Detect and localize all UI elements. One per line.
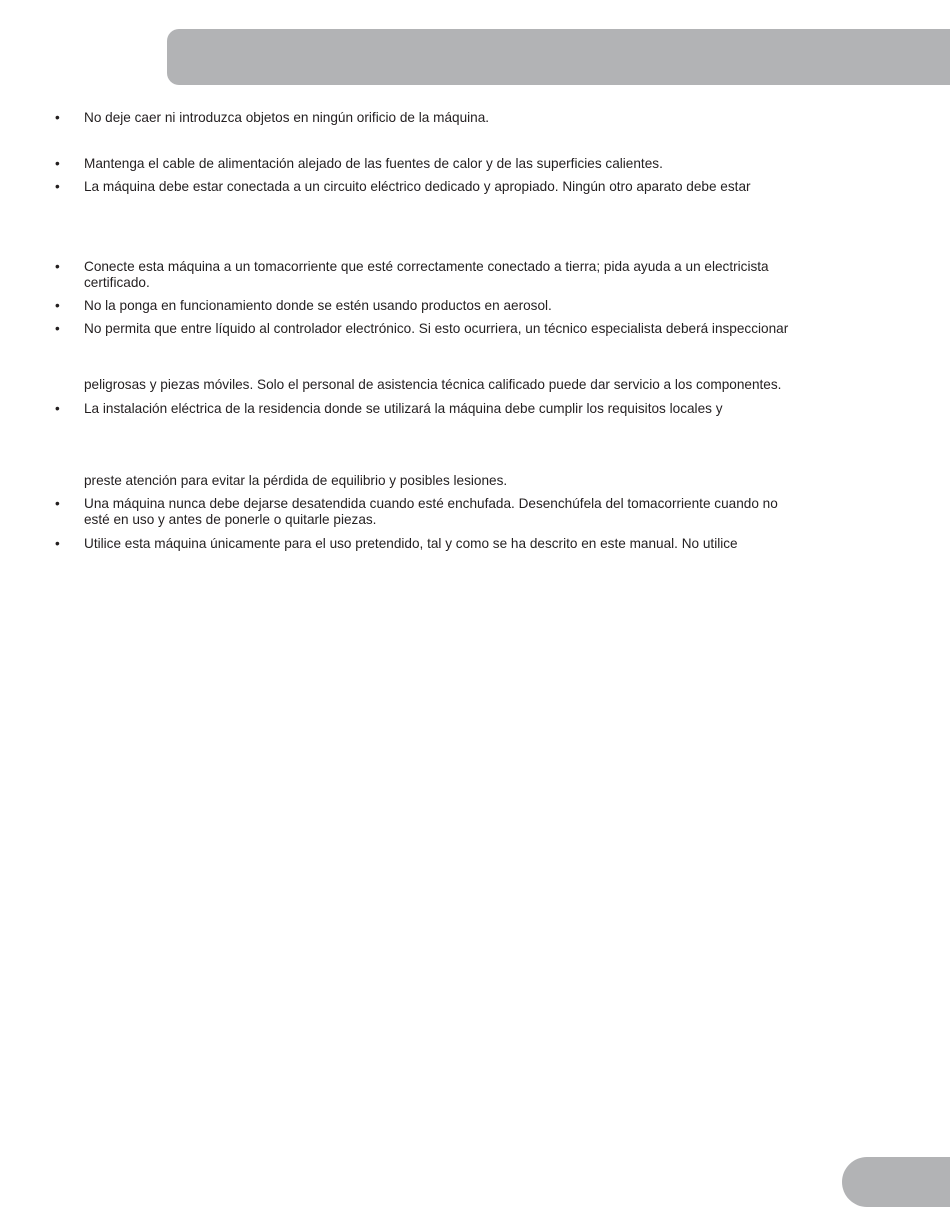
text-line: No deje caer ni introduzca objetos en ningún orificio de la máquina. <box>84 110 490 125</box>
bullet-marker: • <box>55 321 60 336</box>
bullet-marker: • <box>55 298 60 313</box>
text-line: certificado. <box>84 275 150 290</box>
page-number-tab <box>842 1157 950 1207</box>
text-line: preste atención para evitar la pérdida de equilibrio y posibles lesiones. <box>84 473 508 488</box>
bullet-marker: • <box>55 259 60 274</box>
text-line: esté en uso y antes de ponerle o quitarle piezas. <box>84 512 377 527</box>
text-line: La máquina debe estar conectada a un circuito eléctrico dedicado y apropiado. Ningún otro aparato debe estar <box>84 179 751 194</box>
bullet-marker: • <box>55 536 60 551</box>
bullet-marker: • <box>55 156 60 171</box>
text-line: Una máquina nunca debe dejarse desatendida cuando esté enchufada. Desenchúfela del tomacorriente cuando no <box>84 496 778 511</box>
bullet-marker: • <box>55 179 60 194</box>
text-line: Utilice esta máquina únicamente para el uso pretendido, tal y como se ha descrito en este manual. No utilice <box>84 536 738 551</box>
bullet-marker: • <box>55 496 60 511</box>
header-bar <box>167 29 950 85</box>
text-line: No permita que entre líquido al controlador electrónico. Si esto ocurriera, un técnico especialista deberá inspeccionar <box>84 321 789 336</box>
text-line: La instalación eléctrica de la residencia donde se utilizará la máquina debe cumplir los requisitos locales y <box>84 401 723 416</box>
bullet-marker: • <box>55 401 60 416</box>
text-line: peligrosas y piezas móviles. Solo el personal de asistencia técnica calificado puede dar servicio a los componentes. <box>84 377 782 392</box>
text-line: No la ponga en funcionamiento donde se estén usando productos en aerosol. <box>84 298 552 313</box>
text-line: Conecte esta máquina a un tomacorriente que esté correctamente conectado a tierra; pida ayuda a un electricista <box>84 259 769 274</box>
text-line: Mantenga el cable de alimentación alejado de las fuentes de calor y de las superficies calientes. <box>84 156 663 171</box>
bullet-marker: • <box>55 110 60 125</box>
